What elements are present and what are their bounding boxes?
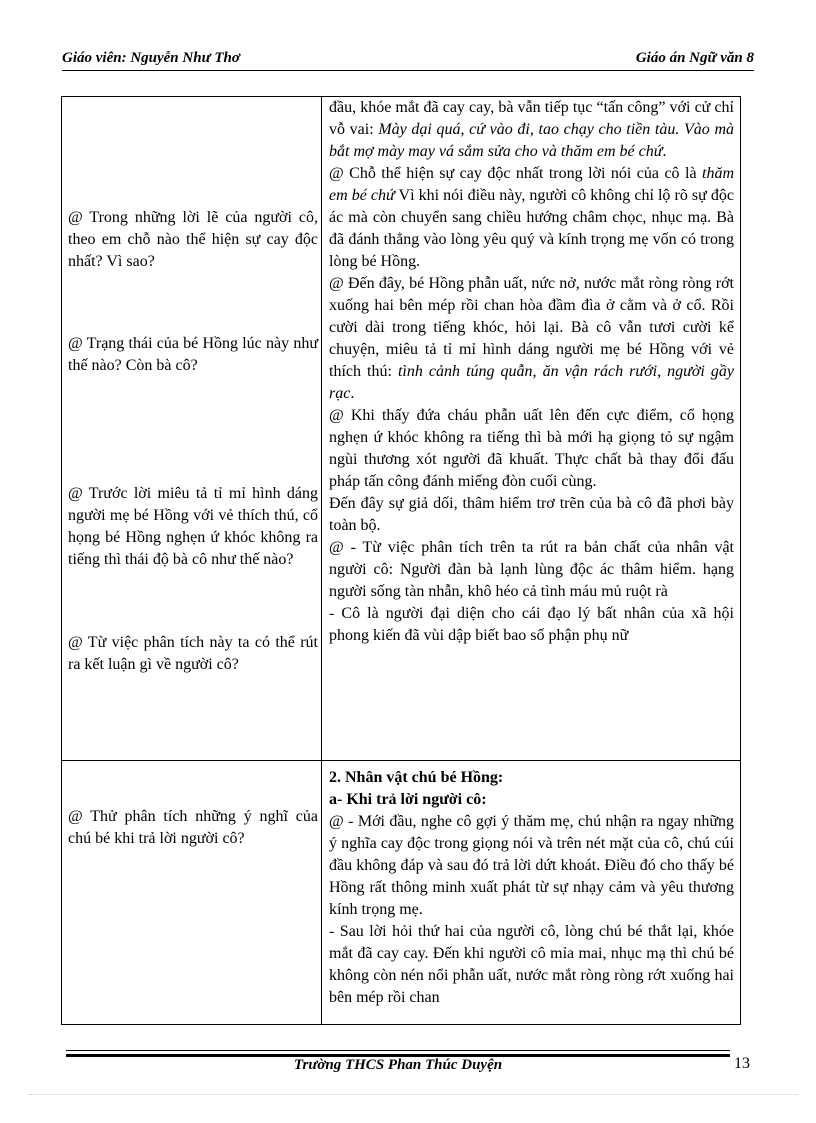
quote: tình cảnh túng quẫn, ăn vận rách rưới, người gầy rạc (329, 363, 734, 402)
school-name: Trường THCS Phan Thúc Duyện (293, 1057, 503, 1073)
question-4: @ Từ việc phân tích này ta có thể rút ra kết luận gì về người cô? (68, 634, 318, 673)
answer-paragraph: @ - Mới đầu, nghe cô gợi ý thăm mẹ, chú nhận ra ngay những ý nghĩa cay độc trong giọng nói và trên nét mặt của cô, chú cúi đầu không đáp và sau đó trả lời dứt khoát. Điều đó cho thấy bé Hồng rất thông minh xuất phát từ sự nhạy cảm và yêu thương kính trọng mẹ. (329, 813, 734, 918)
quote: Mày dại quá, cứ vào đi, tao chạy cho tiền tàu. Vào mà bắt mợ mày may vá sắm sửa cho và thăm em bé chứ (329, 121, 734, 160)
page-header (62, 50, 754, 72)
table-row-2 (61, 760, 741, 1025)
answer-paragraph: - Sau lời hỏi thứ hai của người cô, lòng chú bé thắt lại, khóe mắt đã cay cay. Đến khi người cô mỉa mai, nhục mạ thì chú bé không còn nén nổi phẫn uất, nước mắt ròng ròng rớt xuống hai bên mép rồi chan (329, 923, 734, 1006)
page-edge (28, 1094, 798, 1095)
teacher-name: Giáo viên: Nguyễn Như Thơ (62, 50, 240, 66)
answer-paragraph: @ - Từ việc phân tích trên ta rút ra bản chất của nhân vật người cô: Người đàn bà lạnh lùng độc ác thâm hiểm. hạng người sống tàn nhẫn, khô héo cả tình máu mủ ruột rà (329, 539, 734, 600)
question-cell (62, 97, 322, 760)
answer-cell (323, 97, 740, 760)
answer-paragraph: @ Chỗ thể hiện sự cay độc nhất trong lời nói của cô là thăm em bé chứ Vì khi nói điều này, người cô không chỉ lộ rõ sự độc ác mà còn chuyển sang chiều hướng châm chọc, nhục mạ. Bà đã đánh thẳng vào lòng yêu quý và kính trọng mẹ vốn có trong lòng bé Hồng. (329, 165, 734, 270)
question-2: @ Trạng thái của bé Hồng lúc này như thế nào? Còn bà cô? (68, 335, 318, 374)
answer-cell (323, 761, 740, 1024)
question-cell (62, 761, 322, 1024)
sub-heading: a- Khi trả lời người cô: (329, 791, 487, 808)
answer-paragraph: @ Khi thấy đứa cháu phẫn uất lên đến cực điểm, cổ họng nghẹn ứ khóc không ra tiếng thì bà mới hạ giọng tỏ sự ngậm ngùi thương xót người đã khuất. Thực chất bà thay đổi đấu pháp tấn công đánh miếng đòn cuối cùng. (329, 407, 734, 490)
page-number: 13 (734, 1055, 750, 1072)
lesson-title: Giáo án Ngữ văn 8 (635, 50, 754, 66)
section-heading: 2. Nhân vật chú bé Hồng: (329, 769, 504, 786)
footer-rule (66, 1050, 730, 1051)
header-rule (62, 70, 754, 71)
question-1: @ Trong những lời lẽ của người cô, theo em chỗ nào thể hiện sự cay độc nhất? Vì sao? (68, 209, 318, 270)
question-5: @ Thử phân tích những ý nghĩ của chú bé khi trả lời người cô? (68, 808, 318, 847)
quote: thăm em bé chứ (329, 165, 734, 204)
question-3: @ Trước lời miêu tả tỉ mỉ hình dáng người mẹ bé Hồng với vẻ thích thú, cổ họng bé Hồng nghẹn ứ khóc không ra tiếng thì thái độ bà cô như thế nào? (68, 485, 318, 568)
answer-paragraph: @ Đến đây, bé Hồng phẫn uất, nức nở, nước mắt ròng ròng rớt xuống hai bên mép rồi chan hòa đầm đìa ở cằm và ở cổ. Rồi cười dài trong tiếng khóc, hỏi lại. Bà cô vẫn tươi cười kể chuyện, miêu tả tỉ mỉ hình dáng người mẹ bé Hồng với vẻ thích thú: tình cảnh túng quẫn, ăn vận rách rưới, người gầy rạc. (329, 275, 734, 402)
answer-paragraph: đầu, khóe mắt đã cay cay, bà vẫn tiếp tục “tấn công” với cử chỉ vỗ vai: Mày dại quá, cứ vào đi, tao chạy cho tiền tàu. Vào mà bắt mợ mày may vá sắm sửa cho và thăm em bé chứ. (329, 99, 734, 160)
answer-paragraph: - Cô là người đại diện cho cái đạo lý bất nhân của xã hội phong kiến đã vùi dập biết bao số phận phụ nữ (329, 605, 734, 644)
table-row-1 (61, 96, 741, 761)
answer-paragraph: Đến đây sự giả dối, thâm hiểm trơ trẽn của bà cô đã phơi bày toàn bộ. (329, 495, 734, 534)
